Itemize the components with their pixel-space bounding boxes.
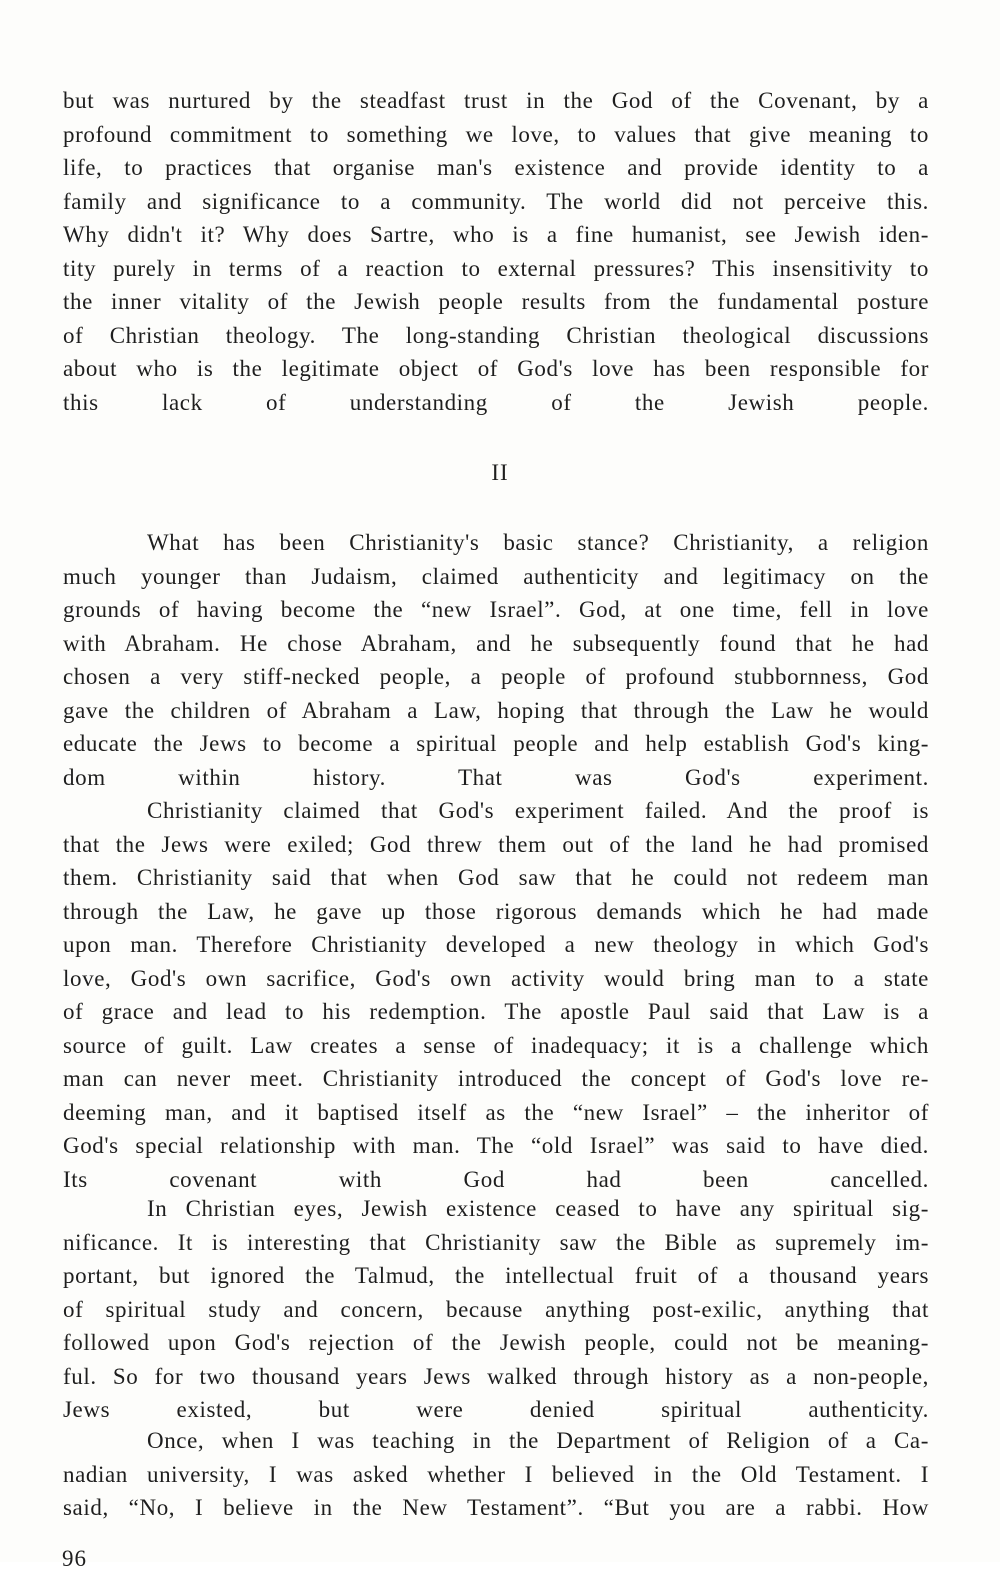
text-line: with Abraham. He chose Abraham, and he subsequently found that he had <box>63 630 929 656</box>
text-line: deeming man, and it baptised itself as the “new Israel” – the inheritor of <box>63 1099 929 1125</box>
text-line: said, “No, I believe in the New Testament”. “But you are a rabbi. How <box>63 1495 929 1520</box>
text-line: this lack of understanding of the Jewish people. <box>63 389 929 415</box>
text-line: through the Law, he gave up those rigorous demands which he had made <box>63 898 929 924</box>
text-line: Why didn't it? Why does Sartre, who is a fine humanist, see Jewish iden- <box>63 222 929 247</box>
text-line: gave the children of Abraham a Law, hoping that through the Law he would <box>63 697 929 723</box>
text-line: What has been Christianity's basic stance? Christianity, a religion <box>147 530 929 555</box>
text-line: In Christian eyes, Jewish existence ceased to have any spiritual sig- <box>147 1196 929 1221</box>
paragraph-christianity-stance <box>63 526 929 794</box>
text-line: them. Christianity said that when God saw that he could not redeem man <box>63 865 929 890</box>
text-line: God's special relationship with man. The “old Israel” was said to have died. <box>63 1133 929 1158</box>
text-line: of spiritual study and concern, because anything post-exilic, anything that <box>63 1296 929 1322</box>
text-line: about who is the legitimate object of God's love has been responsible for <box>63 356 929 381</box>
text-line: love, God's own sacrifice, God's own activity would bring man to a state <box>63 965 929 991</box>
text-line: profound commitment to something we love, to values that give meaning to <box>63 121 929 147</box>
text-line: followed upon God's rejection of the Jewish people, could not be meaning- <box>63 1330 929 1355</box>
text-line: chosen a very stiff-necked people, a people of profound stubbornness, God <box>63 664 929 689</box>
text-line: grounds of having become the “new Israel”. God, at one time, fell in love <box>63 597 929 622</box>
text-line: dom within history. That was God's experiment. <box>63 764 929 790</box>
text-line: nadian university, I was asked whether I believed in the Old Testament. I <box>63 1461 929 1487</box>
text-line: Jews existed, but were denied spiritual authenticity. <box>63 1397 929 1422</box>
paragraph-once-teaching <box>63 1424 929 1525</box>
text-line: source of guilt. Law creates a sense of inadequacy; it is a challenge which <box>63 1032 929 1058</box>
text-line: family and significance to a community. The world did not perceive this. <box>63 188 929 214</box>
paragraph <box>63 526 929 794</box>
text-line: portant, but ignored the Talmud, the intellectual fruit of a thousand years <box>63 1263 929 1288</box>
text-line: educate the Jews to become a spiritual people and help establish God's king- <box>63 731 929 756</box>
paragraph <box>63 794 929 1196</box>
text-line: upon man. Therefore Christianity developed a new theology in which God's <box>63 932 929 957</box>
text-line: that the Jews were exiled; God threw them out of the land he had promised <box>63 831 929 857</box>
intro-paragraph <box>63 84 929 419</box>
section-heading: II <box>491 460 509 485</box>
text-line: man can never meet. Christianity introduced the concept of God's love re- <box>63 1066 929 1091</box>
text-line: nificance. It is interesting that Christianity saw the Bible as supremely im- <box>63 1229 929 1255</box>
text-line: much younger than Judaism, claimed authenticity and legitimacy on the <box>63 563 929 589</box>
text-line: Christianity claimed that God's experiment failed. And the proof is <box>147 798 929 823</box>
paragraph <box>63 84 929 419</box>
text-line: the inner vitality of the Jewish people results from the fundamental posture <box>63 289 929 314</box>
page-number: 96 <box>62 1546 87 1571</box>
text-line: of Christian theology. The long-standing Christian theological discussions <box>63 322 929 348</box>
text-line: but was nurtured by the steadfast trust in the God of the Covenant, by a <box>63 88 929 113</box>
paragraph <box>63 1424 929 1525</box>
paragraph-christian-eyes <box>63 1192 929 1427</box>
text-line: Its covenant with God had been cancelled. <box>63 1166 929 1192</box>
text-line: life, to practices that organise man's existence and provide identity to a <box>63 155 929 180</box>
text-line: Once, when I was teaching in the Department of Religion of a Ca- <box>147 1428 929 1453</box>
paragraph <box>63 1192 929 1427</box>
text-line: tity purely in terms of a reaction to external pressures? This insensitivity to <box>63 255 929 281</box>
text-line: of grace and lead to his redemption. The apostle Paul said that Law is a <box>63 999 929 1024</box>
text-line: ful. So for two thousand years Jews walked through history as a non-people, <box>63 1363 929 1389</box>
paragraph-experiment-failed <box>63 794 929 1196</box>
